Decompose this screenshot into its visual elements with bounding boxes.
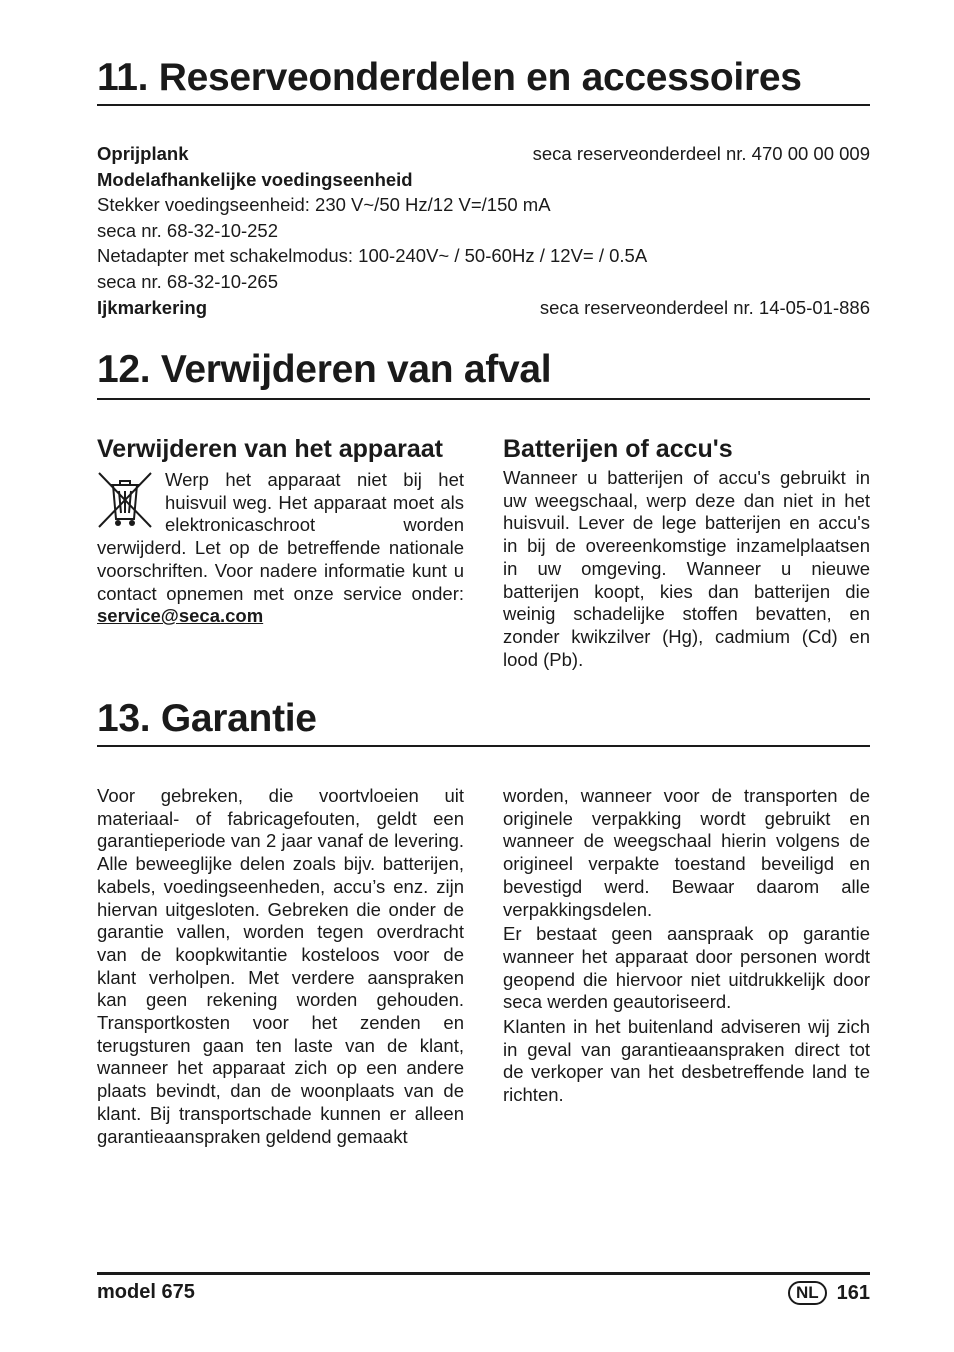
disposal-device-column (97, 433, 464, 628)
service-email-link[interactable]: service@seca.com (97, 605, 264, 627)
psu-label: Modelafhankelijke voedingseenheid (97, 168, 413, 190)
language-badge: NL (788, 1281, 827, 1305)
warranty-left-column (97, 785, 464, 1148)
crossed-out-wheelie-bin-icon (97, 471, 153, 531)
section-13-rule (97, 745, 870, 747)
section-11-title: 11. Reserveonderdelen en accessoires (97, 56, 802, 99)
ramp-row (97, 141, 870, 167)
disposal-device-text (97, 469, 464, 628)
warranty-right-para-3: Klanten in het buitenland adviseren wij zich in geval van garantieaanspraken direct tot de verkoper van het desbetreffende land te richten. (503, 1016, 870, 1106)
calibration-part-number: seca reserveonderdeel nr. 14-05-01-886 (539, 296, 870, 318)
warranty-left-text: Voor gebreken, die voortvloeien uit materiaal- of fabricagefouten, geldt een garantieperiode van 2 jaar vanaf de levering. Alle beweeglijke delen zoals bijv. batterijen, kabels, voedingseenheden, accu’s enz. zijn hiervan uitgesloten. Gebreken die onder de garantie vallen, worden tegen overdracht van de koopkwitantie kosteloos voor de klant verholpen. Met verdere aanspraken kan geen rekening worden gehouden. Transportkosten voor het zenden en terugsturen gaan ten laste van de klant, wanneer het apparaat zich op een andere plaats bevindt, dan de woonplaats van de klant. Bij transportschade kunnen er alleen garantieaanspraken geldend gemaakt (97, 785, 464, 1147)
psu-line-2: seca nr. 68-32-10-252 (97, 219, 279, 241)
batteries-text: Wanneer u batterijen of accu's gebruikt in uw weegschaal, werp deze dan niet in het huisvuil. Lever de lege batterijen en accu's in bij de overeenkomstige inzamelplaatsen in uw omgeving. Wanneer u nieuwe batterijen koopt, kies dan batterijen die weinig schadelijke stoffen bevatten, en zonder kwikzilver (Hg), cadmium (Cd) en lood (Pb). (503, 467, 870, 670)
footer-rule (97, 1272, 870, 1275)
batteries-heading: Batterijen of accu's (503, 435, 733, 463)
model-label: model 675 (97, 1281, 195, 1303)
calibration-row (97, 295, 870, 321)
calibration-label: Ijkmarkering (97, 296, 208, 318)
disposal-device-heading: Verwijderen van het apparaat (97, 435, 443, 463)
warranty-right-para-1: worden, wanneer voor de transporten de originele verpakking wordt gebruikt en wanneer de weegschaal hierin volgens de origineel verpakte toestand beveiligd en bevestigd werd. Bewaar daarom alle verpakkingsdelen. (503, 785, 870, 920)
section-12-rule (97, 398, 870, 400)
disposal-device-body: Werp het apparaat niet bij het huisvuil weg. Het apparaat moet als elektronicaschroot worden verwijderd. Let op de betreffende nationale voorschriften. Voor nadere informatie kunt u contact opnemen met onze service onder: (97, 469, 464, 604)
batteries-column (503, 433, 870, 671)
spare-parts-list (97, 141, 870, 320)
psu-line-3: Netadapter met schakelmodus: 100-240V~ / 50-60Hz / 12V= / 0.5A (97, 245, 648, 267)
warranty-right-para-2: Er bestaat geen aanspraak op garantie wanneer het apparaat door personen wordt geopend die hiervoor niet uitdrukkelijk door seca werden geautoriseerd. (503, 923, 870, 1013)
warranty-right-column (503, 785, 870, 1107)
page-number: 161 (836, 1281, 870, 1304)
section-11-rule (97, 104, 870, 106)
ramp-label: Oprijplank (97, 143, 189, 164)
section-12-title: 12. Verwijderen van afval (97, 348, 552, 391)
ramp-part-number: seca reserveonderdeel nr. 470 00 00 009 (532, 143, 870, 164)
footer-right (788, 1281, 870, 1305)
psu-line-4: seca nr. 68-32-10-265 (97, 270, 279, 292)
section-13-title: 13. Garantie (97, 697, 317, 740)
page-footer (97, 1281, 870, 1307)
psu-line-1: Stekker voedingseenheid: 230 V~/50 Hz/12 V=/150 mA (97, 194, 551, 216)
